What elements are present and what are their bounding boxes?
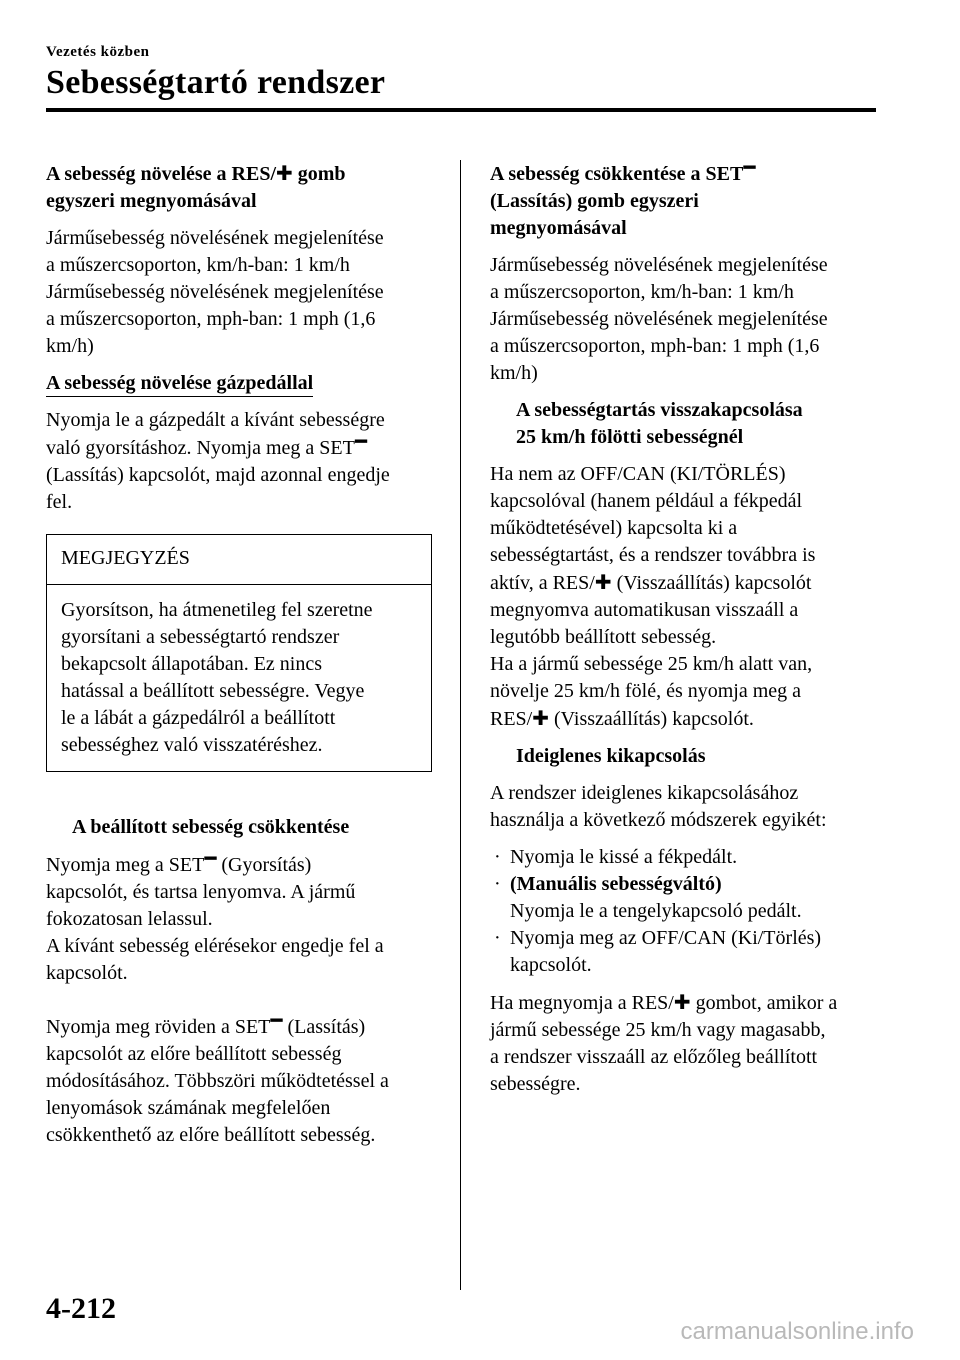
- paragraph-decrease-tap: Nyomja meg röviden a SET━ (Lassítás) kapcsolót az előre beállított sebesség módosításához. Többszöri működtetéssel a lenyomások számának megfelelően csökkenthető az előre beállított sebesség.: [46, 1008, 389, 1146]
- heading-decrease-set: A beállított sebesség csökkentése: [72, 816, 350, 838]
- list-item: · Nyomja meg az OFF/CAN (Ki/Törlés) kapcsolót.: [494, 927, 822, 976]
- minus-icon: ━: [354, 429, 367, 453]
- paragraph-temporary-off: A rendszer ideiglenes kikapcsolásához használja a következő módszerek egyikét:: [490, 782, 827, 831]
- note-box: [46, 534, 432, 772]
- note-body: Gyorsítson, ha átmenetileg fel szeretne gyorsítani a sebességtartó rendszer bekapcsolt állapotában. Ez nincs hatással a beállított sebességre. Vegye le a lábát a gázpedálról a beállított sebességhez való visszatéréshez.: [61, 599, 373, 756]
- bullet-icon: ·: [494, 927, 501, 949]
- bullet-icon: ·: [494, 873, 501, 895]
- right-column: [490, 155, 882, 1108]
- heading-temporary-off: Ideiglenes kikapcsolás: [516, 745, 706, 767]
- paragraph-increment-info: Járműsebesség növelésének megjelenítése a műszercsoporton, km/h-ban: 1 km/h Járműsebesség növelésének megjelenítése a műszercsoporton, mph-ban: 1 mph (1,6 km/h): [46, 227, 384, 357]
- left-column: [46, 160, 436, 1159]
- plus-icon: ✚: [594, 570, 612, 594]
- plus-icon: ✚: [276, 161, 293, 185]
- column-divider: [460, 160, 461, 1290]
- heading-decrease-set-once: A sebesség csökkentése a SET━ (Lassítás) gomb egyszeri megnyomásával: [490, 155, 756, 239]
- heading-resume: A sebességtartás visszakapcsolása 25 km/h fölötti sebességnél: [516, 399, 803, 448]
- paragraph-decrease-hold: Nyomja meg a SET━ (Gyorsítás) kapcsolót, és tartsa lenyomva. A jármű fokozatosan lelassul. A kívánt sebesség elérésekor engedje fel a kapcsolót.: [46, 846, 384, 984]
- note-title: MEGJEGYZÉS: [47, 535, 431, 585]
- paragraph-decrement-info: Járműsebesség növelésének megjelenítése a műszercsoporton, km/h-ban: 1 km/h Járműsebesség növelésének megjelenítése a műszercsoporton, mph-ban: 1 mph (1,6 km/h): [490, 254, 828, 384]
- page-number: 4-212: [46, 1292, 116, 1325]
- heading-increase-res: A sebesség növelése a RES/✚ gomb egyszeri megnyomásával: [46, 161, 346, 212]
- list-item: · (Manuális sebességváltó) Nyomja le a tengelykapcsoló pedált.: [494, 873, 802, 922]
- paragraph-resume: Ha nem az OFF/CAN (KI/TÖRLÉS) kapcsolóval (hanem például a fékpedál működtetésével) kapcsolta ki a sebességtartást, és a rendszer továbbra is aktív, a RES/✚ (Visszaállítás) kapcsolót megnyomva automatikusan visszaáll a legutóbb beállított sebesség. Ha a jármű sebessége 25 km/h alatt van, növelje 25 km/h fölé, és nyomja meg a RES/✚ (Visszaállítás) kapcsolót.: [490, 463, 816, 730]
- paragraph-res-resume: Ha megnyomja a RES/✚ gombot, amikor a jármű sebessége 25 km/h vagy magasabb, a rendszer visszaáll az előzőleg beállított sebességre.: [490, 990, 838, 1095]
- running-head: Vezetés közben: [46, 44, 150, 60]
- header-rule: [46, 108, 876, 112]
- plus-icon: ✚: [532, 706, 550, 730]
- bullet-icon: ·: [494, 846, 501, 868]
- minus-icon: ━: [204, 846, 217, 870]
- list-item: · Nyomja le kissé a fékpedált.: [490, 844, 882, 871]
- watermark: carmanualsonline.info: [680, 1318, 914, 1345]
- minus-icon: ━: [270, 1008, 283, 1032]
- method-list: [490, 844, 882, 979]
- paragraph-accelerator: Nyomja le a gázpedált a kívánt sebességre való gyorsításhoz. Nyomja meg a SET━ (Lassítás) kapcsolót, majd azonnal engedje fel.: [46, 409, 390, 513]
- chapter-title: Sebességtartó rendszer: [46, 64, 386, 101]
- minus-icon: ━: [743, 155, 756, 179]
- plus-icon: ✚: [673, 990, 691, 1014]
- heading-accelerator: A sebesség növelése gázpedállal: [46, 370, 436, 397]
